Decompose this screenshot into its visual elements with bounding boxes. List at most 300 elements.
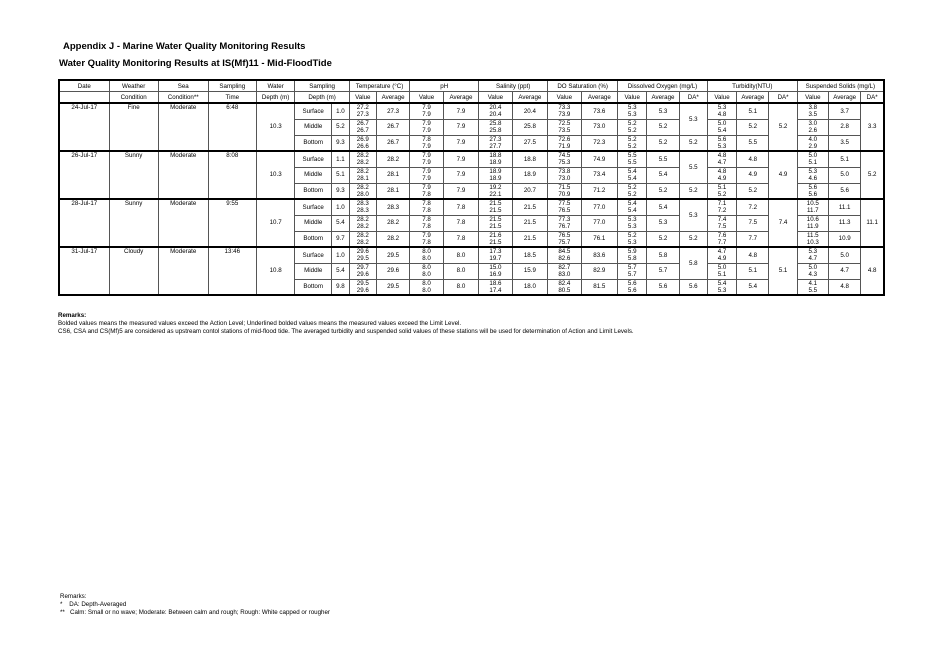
turbidity-average: 4.8 [737,151,769,167]
water-depth-cell: 10.3 [256,103,295,151]
sampling-depth-cell: 9.8 [331,279,349,295]
header-sea-2: Condition** [158,92,208,104]
water-depth-cell: 10.7 [256,199,295,247]
ph-value-reading: 7.9 [422,104,431,112]
header-sampling-time: Sampling [208,80,256,92]
turbidity-value-reading: 4.7 [717,248,727,256]
temperature-average: 28.1 [376,183,409,199]
temperature-average: 29.5 [376,279,409,295]
suspended-solids-value [797,119,828,135]
dissolved-oxygen-average: 5.2 [647,119,679,135]
do-saturation-value [548,151,581,167]
suspended-solids-average: 2.8 [828,119,860,135]
ph-value-reading: 7.9 [422,231,431,239]
dissolved-oxygen-value [618,247,647,263]
salinity-average: 20.4 [512,103,548,119]
do-saturation-value [548,263,581,279]
ph-value-reading: 7.8 [422,223,431,230]
turbidity-value [707,215,736,231]
suspended-solids-value-reading: 11.7 [807,207,819,215]
header-average: Average [376,92,409,104]
suspended-solids-value [797,151,828,167]
salinity-value-reading: 21.6 [489,231,502,239]
suspended-solids-da: 5.2 [861,151,884,199]
suspended-solids-value-reading: 10.6 [806,215,819,223]
header-weather-2: Condition [109,92,158,104]
sampling-level-cell: Bottom [295,183,332,199]
suspended-solids-average: 11.3 [828,215,860,231]
salinity-value-reading: 21.5 [489,223,502,230]
ph-value [410,151,443,167]
footnotes [60,593,330,617]
turbidity-value-reading: 7.6 [717,231,727,239]
ph-value-reading: 8.0 [422,271,431,278]
temperature-value-reading: 28.2 [356,215,369,223]
do-saturation-value-reading: 84.5 [558,248,571,256]
do-saturation-average: 73.0 [581,119,618,135]
temperature-value [349,215,376,231]
salinity-average: 15.9 [512,263,548,279]
dissolved-oxygen-value [618,263,647,279]
turbidity-value-reading: 5.0 [717,263,727,271]
turbidity-value-reading: 7.5 [717,223,727,230]
temperature-value-reading: 29.5 [356,279,369,287]
sampling-level-cell: Bottom [295,279,332,295]
remarks-title: Remarks: [58,312,87,319]
turbidity-value-reading: 4.9 [717,175,727,182]
remarks [58,312,634,336]
header-ph: pH [410,80,479,92]
salinity-average: 21.5 [512,199,548,215]
ph-average: 7.9 [443,183,479,199]
do-saturation-value-reading: 77.3 [558,215,571,223]
turbidity-average: 7.5 [737,215,769,231]
do-saturation-average: 71.2 [581,183,618,199]
salinity-average: 18.8 [512,151,548,167]
sampling-depth-cell: 9.7 [331,231,349,247]
do-saturation-value [548,135,581,151]
sampling-level-cell: Middle [295,215,332,231]
ph-value [410,231,443,247]
temperature-value [349,151,376,167]
ph-value-reading: 7.8 [422,207,431,215]
ph-value-reading: 7.9 [422,159,431,167]
dissolved-oxygen-value-reading: 5.4 [627,200,637,208]
dissolved-oxygen-value-reading: 5.2 [627,231,637,239]
dissolved-oxygen-average: 5.5 [647,151,679,167]
do-saturation-value [548,167,581,183]
turbidity-value-reading: 7.7 [717,238,727,246]
do-saturation-value [548,119,581,135]
ph-value [410,119,443,135]
dissolved-oxygen-value [618,167,647,183]
ph-value-reading: 7.9 [422,152,431,160]
turbidity-average: 5.2 [737,119,769,135]
do-saturation-average: 72.3 [581,135,618,151]
temperature-value [349,103,376,119]
header-suspended-solids: Suspended Solids (mg/L) [797,80,884,92]
suspended-solids-value-reading: 4.0 [808,135,818,143]
turbidity-value-reading: 4.8 [717,111,727,119]
header-average: Average [443,92,479,104]
ph-average: 7.9 [443,167,479,183]
temperature-value [349,199,376,215]
dissolved-oxygen-da-bottom: 5.2 [679,183,707,199]
dissolved-oxygen-da-bottom: 5.2 [679,135,707,151]
temperature-value-reading: 29.6 [356,271,369,278]
suspended-solids-value-reading: 2.6 [808,127,818,134]
salinity-value-reading: 21.5 [489,207,502,215]
suspended-solids-value-reading: 11.9 [807,223,819,230]
ph-average: 7.9 [443,135,479,151]
header-salinity: Salinity (ppt) [479,80,548,92]
turbidity-value-reading: 5.1 [717,183,727,191]
dissolved-oxygen-value-reading: 5.2 [627,190,637,198]
date-cell: 28-Jul-17 [59,199,109,247]
sampling-time-cell: 6:48 [208,103,256,151]
dissolved-oxygen-average: 5.7 [647,263,679,279]
header-value: Value [479,92,512,104]
ph-average: 7.9 [443,151,479,167]
do-saturation-value-reading: 76.7 [558,223,571,230]
suspended-solids-value-reading: 2.9 [808,142,818,150]
ph-value [410,279,443,295]
sampling-depth-cell: 5.4 [331,215,349,231]
turbidity-da: 5.1 [769,247,797,295]
dissolved-oxygen-value-reading: 5.3 [627,215,637,223]
dissolved-oxygen-average: 5.2 [647,135,679,151]
turbidity-value-reading: 5.6 [717,135,727,143]
sea-condition-cell: Moderate [158,103,208,151]
salinity-value [479,199,512,215]
dissolved-oxygen-average: 5.2 [647,183,679,199]
do-saturation-value-reading: 73.5 [558,127,571,134]
header-sampling-depth: Sampling [295,80,349,92]
table-row [59,151,884,167]
suspended-solids-value-reading: 5.0 [808,263,818,271]
suspended-solids-value [797,183,828,199]
salinity-value-reading: 18.8 [489,152,502,160]
salinity-value [479,167,512,183]
dissolved-oxygen-value [618,135,647,151]
ph-value-reading: 8.0 [422,248,431,256]
turbidity-value [707,183,736,199]
sampling-depth-cell: 5.1 [331,167,349,183]
turbidity-da: 5.2 [769,103,797,151]
ph-average: 7.8 [443,199,479,215]
header-value: Value [707,92,736,104]
suspended-solids-value [797,247,828,263]
turbidity-value [707,199,736,215]
ph-value-reading: 7.8 [422,238,431,246]
suspended-solids-da: 3.3 [861,103,884,151]
suspended-solids-average: 3.5 [828,135,860,151]
dissolved-oxygen-value-reading: 5.2 [627,142,637,150]
suspended-solids-value-reading: 10.3 [806,238,819,246]
dissolved-oxygen-value-reading: 5.2 [627,135,637,143]
header-da: DA* [769,92,797,104]
temperature-average: 29.6 [376,263,409,279]
salinity-value-reading: 21.5 [489,200,502,208]
do-saturation-value-reading: 72.5 [558,119,571,127]
dissolved-oxygen-average: 5.6 [647,279,679,295]
turbidity-value-reading: 4.7 [717,159,727,167]
sampling-depth-cell: 5.4 [331,263,349,279]
sampling-level-cell: Bottom [295,135,332,151]
ph-average: 7.8 [443,215,479,231]
do-saturation-value-reading: 77.5 [558,200,571,208]
suspended-solids-value-reading: 5.3 [808,248,818,256]
page-title: Appendix J - Marine Water Quality Monitoring Results [63,41,306,52]
header-value: Value [797,92,828,104]
do-saturation-value [548,279,581,295]
turbidity-da: 7.4 [769,199,797,247]
ph-value [410,215,443,231]
ph-average: 8.0 [443,279,479,295]
suspended-solids-value-reading: 3.5 [808,111,818,119]
turbidity-value [707,119,736,135]
salinity-value [479,247,512,263]
temperature-average: 28.1 [376,167,409,183]
suspended-solids-value-reading: 3.0 [808,119,818,127]
turbidity-value [707,151,736,167]
sampling-level-cell: Surface [295,103,332,119]
table-row [59,103,884,119]
salinity-value-reading: 27.3 [489,135,502,143]
header-da: DA* [679,92,707,104]
temperature-value-reading: 29.7 [356,263,369,271]
do-saturation-value [548,183,581,199]
turbidity-value-reading: 7.2 [717,207,727,215]
dissolved-oxygen-average: 5.8 [647,247,679,263]
water-depth-cell: 10.8 [256,247,295,295]
dissolved-oxygen-average: 5.2 [647,231,679,247]
dissolved-oxygen-value-reading: 5.4 [627,207,637,215]
header-water-depth: Water [256,80,295,92]
do-saturation-value-reading: 76.5 [558,231,571,239]
dissolved-oxygen-value-reading: 5.9 [627,248,637,256]
sampling-level-cell: Surface [295,199,332,215]
salinity-value-reading: 19.2 [489,183,502,191]
suspended-solids-average: 5.6 [828,183,860,199]
dissolved-oxygen-da: 5.5 [679,151,707,183]
header-water-depth-2: Depth (m) [256,92,295,104]
header-row-1 [59,80,884,92]
ph-value-reading: 8.0 [422,286,431,294]
ph-value-reading: 7.9 [422,167,431,175]
dissolved-oxygen-da-bottom: 5.6 [679,279,707,295]
dissolved-oxygen-value [618,199,647,215]
ph-value-reading: 7.8 [422,200,431,208]
remarks-line-2: CS6, CSA and CS(Mf)5 are considered as upstream contol stations of mid-flood tide. The averaged turbidity and suspended solid values of these stations will be used for determination of Action and Limit Levels. [58,328,634,335]
temperature-value-reading: 28.0 [356,190,369,198]
dissolved-oxygen-da: 5.8 [679,247,707,279]
sampling-depth-cell: 1.1 [331,151,349,167]
do-saturation-value-reading: 71.5 [558,183,571,191]
temperature-value-reading: 26.7 [356,119,369,127]
temperature-average: 26.7 [376,119,409,135]
dissolved-oxygen-value [618,231,647,247]
sea-condition-cell: Moderate [158,199,208,247]
suspended-solids-average: 4.8 [828,279,860,295]
do-saturation-average: 76.1 [581,231,618,247]
sampling-time-cell: 9:55 [208,199,256,247]
sea-condition-cell: Moderate [158,247,208,295]
turbidity-average: 5.1 [737,103,769,119]
dissolved-oxygen-value-reading: 5.2 [627,183,637,191]
suspended-solids-value [797,263,828,279]
date-cell: 31-Jul-17 [59,247,109,295]
dissolved-oxygen-value-reading: 5.4 [627,175,637,182]
temperature-value [349,183,376,199]
dissolved-oxygen-value-reading: 5.7 [627,271,637,278]
temperature-value [349,167,376,183]
suspended-solids-value-reading: 5.1 [808,159,818,167]
do-saturation-value-reading: 73.0 [558,175,571,182]
suspended-solids-value-reading: 3.8 [808,104,818,112]
dissolved-oxygen-value-reading: 5.7 [627,263,637,271]
suspended-solids-value-reading: 5.0 [808,152,818,160]
ph-average: 8.0 [443,263,479,279]
dissolved-oxygen-average: 5.3 [647,215,679,231]
temperature-value [349,263,376,279]
do-saturation-average: 74.9 [581,151,618,167]
salinity-average: 27.5 [512,135,548,151]
temperature-value-reading: 29.6 [356,248,369,256]
turbidity-value [707,247,736,263]
suspended-solids-average: 10.9 [828,231,860,247]
weather-cell: Fine [109,103,158,151]
temperature-average: 26.7 [376,135,409,151]
ph-value [410,167,443,183]
salinity-average: 20.7 [512,183,548,199]
dissolved-oxygen-value [618,103,647,119]
turbidity-value-reading: 5.2 [717,190,727,198]
suspended-solids-da: 11.1 [861,199,884,247]
do-saturation-average: 77.0 [581,199,618,215]
header-da: DA* [861,92,884,104]
salinity-value-reading: 16.9 [489,271,502,278]
dissolved-oxygen-value-reading: 5.6 [627,286,637,294]
salinity-average: 18.5 [512,247,548,263]
ph-value-reading: 7.9 [422,142,431,150]
header-average: Average [828,92,860,104]
salinity-value-reading: 27.7 [489,142,502,150]
header-sampling-time-2: Time [208,92,256,104]
ph-value-reading: 7.8 [422,190,431,198]
water-quality-table [58,79,885,296]
do-saturation-average: 81.5 [581,279,618,295]
table-row [59,199,884,215]
turbidity-value [707,167,736,183]
do-saturation-value [548,231,581,247]
suspended-solids-average: 5.0 [828,167,860,183]
salinity-value-reading: 18.6 [489,279,502,287]
dissolved-oxygen-value-reading: 5.2 [627,119,637,127]
temperature-value [349,279,376,295]
sampling-depth-cell: 1.0 [331,103,349,119]
suspended-solids-value [797,279,828,295]
do-saturation-value-reading: 75.3 [558,159,571,167]
ph-value-reading: 8.0 [422,279,431,287]
header-value: Value [349,92,376,104]
header-date: Date [59,80,109,92]
weather-cell: Sunny [109,151,158,199]
header-temperature: Temperature (°C) [349,80,410,92]
sampling-depth-cell: 1.0 [331,199,349,215]
suspended-solids-value-reading: 4.3 [808,271,818,278]
turbidity-value-reading: 4.9 [717,255,727,263]
header-average: Average [581,92,618,104]
temperature-average: 27.3 [376,103,409,119]
salinity-average: 18.9 [512,167,548,183]
dissolved-oxygen-value-reading: 5.5 [627,159,637,167]
header-average: Average [647,92,679,104]
salinity-value-reading: 17.3 [489,248,502,256]
ph-value-reading: 8.0 [422,263,431,271]
turbidity-value-reading: 5.1 [717,271,727,278]
header-average: Average [737,92,769,104]
sampling-depth-cell: 5.2 [331,119,349,135]
salinity-value-reading: 17.4 [489,286,502,294]
sampling-level-cell: Middle [295,263,332,279]
suspended-solids-value-reading: 4.1 [808,279,818,287]
do-saturation-average: 73.4 [581,167,618,183]
do-saturation-value [548,103,581,119]
do-saturation-average: 77.0 [581,215,618,231]
temperature-value-reading: 27.3 [356,111,369,119]
do-saturation-value-reading: 82.4 [558,279,571,287]
dissolved-oxygen-value-reading: 5.6 [627,279,637,287]
do-saturation-value-reading: 73.3 [558,104,571,112]
table-row [59,247,884,263]
sampling-level-cell: Bottom [295,231,332,247]
temperature-value-reading: 28.2 [356,183,369,191]
temperature-average: 29.5 [376,247,409,263]
turbidity-value-reading: 4.8 [717,152,727,160]
turbidity-value [707,263,736,279]
temperature-value-reading: 26.6 [356,142,369,150]
dissolved-oxygen-value-reading: 5.5 [627,152,637,160]
turbidity-average: 7.2 [737,199,769,215]
salinity-value [479,103,512,119]
temperature-value [349,231,376,247]
ph-average: 7.9 [443,119,479,135]
temperature-value [349,247,376,263]
sampling-level-cell: Middle [295,119,332,135]
sampling-depth-cell: 9.3 [331,135,349,151]
dissolved-oxygen-average: 5.4 [647,199,679,215]
salinity-value [479,135,512,151]
suspended-solids-value [797,199,828,215]
dissolved-oxygen-value-reading: 5.3 [627,238,637,246]
header-value: Value [618,92,647,104]
suspended-solids-value [797,135,828,151]
do-saturation-value-reading: 73.8 [558,167,571,175]
dissolved-oxygen-value-reading: 5.3 [627,223,637,230]
dissolved-oxygen-average: 5.4 [647,167,679,183]
do-saturation-value-reading: 70.9 [558,190,571,198]
turbidity-value-reading: 5.3 [717,286,727,294]
do-saturation-average: 83.6 [581,247,618,263]
weather-cell: Cloudy [109,247,158,295]
turbidity-value [707,279,736,295]
header-average: Average [512,92,548,104]
suspended-solids-value-reading: 5.6 [808,183,818,191]
do-saturation-value [548,199,581,215]
do-saturation-value-reading: 76.5 [558,207,571,215]
sampling-level-cell: Surface [295,247,332,263]
